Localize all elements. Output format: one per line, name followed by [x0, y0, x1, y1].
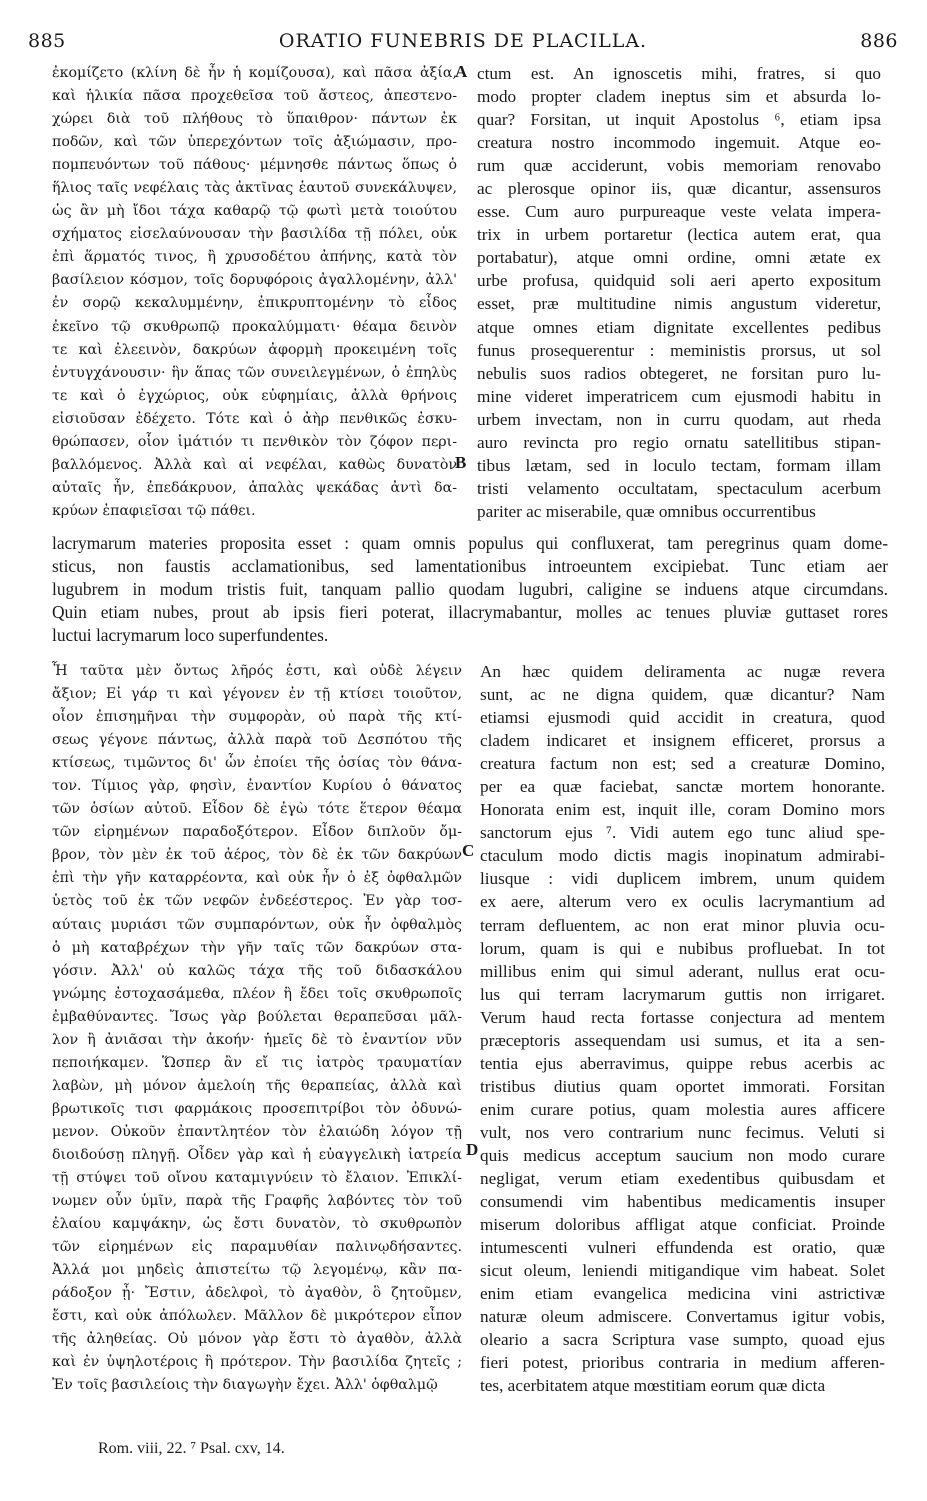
greek-column-bottom: [52, 660, 462, 1398]
text-line: mine videret imperatricem cum ejusmodi habitu in: [477, 386, 881, 406]
text-line: lorum, quam is qui e nubibus profluebat. In tot: [480, 938, 885, 958]
text-line: βρον, τὸν μὲν ἐκ τοῦ ἀέρος, τὸν δὲ ἐκ τῶν δακρύων: [52, 847, 462, 864]
text-line: ἄξιον; Εἰ γάρ τι καὶ γέγονεν ἐν τῇ κτίσει τοιοῦτον,: [52, 686, 462, 703]
text-line: cladem indicaret et insignem efficeret, prorsus a: [480, 731, 885, 751]
text-line: τῶν εἰρημένων εἰς παραμυθίαν παλινῳδήσαντες.: [52, 1239, 462, 1256]
text-line: κρύων ἐπαφιεῖσαι τῷ πάθει.: [52, 502, 256, 519]
text-line: βασίλειον κόσμον, τοῖς δορυφόροις ἀγαλλομένην, ἀλλ': [52, 272, 457, 289]
text-line: lus qui terram lacrymarum guttis non irrigaret.: [480, 984, 885, 1004]
text-line: οἷον ἐπισημῆναι τὴν συμφορὰν, οὐ παρὰ τῆς κτί-: [52, 709, 462, 726]
text-line: intumescenti vulneri effundenda est oratio, quæ: [480, 1238, 885, 1258]
text-line: etiamsi ejusmodi quid accidit in creatura, quod: [480, 708, 885, 728]
text-line: βρωτικοῖς τισι φαρμάκοις προσεπιτρίβοι τὸν ὀδυνώ-: [52, 1100, 462, 1117]
text-line: ἐν σορῷ κεκαλυμμένην, ἐπικρυπτομένην τὸ εἶδος: [52, 295, 457, 312]
text-line: τον. Τίμιος γὰρ, φησὶν, ἐναντίον Κυρίου ὁ θάνατος: [52, 778, 462, 795]
text-line: sicut oleum, leniendi mitigandique vim habeat. Solet: [480, 1261, 885, 1281]
text-line: per ea quæ faciebat, sanctæ mortem honorante.: [480, 777, 885, 797]
footnote: Rom. viii, 22. ⁷ Psal. cxv, 14.: [98, 1440, 285, 1457]
text-line: ctaculum modo dictis magis inopinatum admirabi-: [480, 846, 885, 866]
text-line: ποδῶν, καὶ τῶν ὑπερεχόντων τοῖς ἀξιώμασιν, προ-: [52, 134, 457, 151]
text-line: ἐμβαθύναντες. Ἴσως γὰρ βούλεται θεραπεῦσαι μᾶλ-: [52, 1008, 462, 1025]
text-line: τε καὶ ἐλεεινὸν, δακρύων ἀφορμὴ προκειμένη τοῖς: [52, 341, 457, 358]
section-marker-a: A: [455, 62, 468, 81]
page-number-left: 885: [28, 30, 66, 52]
text-line: τῶν εἰρημένων παραδοξότερον. Εἶδον διπλοῦν ὄμ-: [52, 824, 462, 841]
text-line: sticus, non faustis acclamationibus, sed lamentationibus introeuntem excipiebat. Tunc etiam aer: [52, 556, 888, 576]
text-line: Quin etiam nubes, prout ab ipsis fieri poterat, illacrymabantur, molles ac tenues pluviæ guttaset rores: [52, 602, 888, 622]
text-line: oleario a sacra Scriptura vase sumpto, quoad ejus: [480, 1330, 885, 1350]
text-line: enim curare potius, quam molestia aures afficere: [480, 1099, 885, 1119]
text-line: quar? Forsitan, ut inquit Apostolus ⁶, etiam ipsa: [477, 110, 881, 130]
text-line: λον ἢ ἀνιᾶσαι τὴν ἀκοήν· ἡμεῖς δὲ τὸ ἐναντίον νῦν: [52, 1031, 462, 1048]
text-line: ἐλαίου καμψάκην, ὡς ἔστι δυνατὸν, τὸ σκυθρωπὸν: [52, 1216, 462, 1233]
latin-full-width-paragraph: [52, 532, 888, 647]
page-number-right: 886: [860, 30, 898, 52]
text-line: ἐντυγχάνουσιν· ἣν ἅπας τῶν συνειλεγμένων, ὁ ἐπηλὺς: [52, 364, 457, 381]
text-line: naturæ oleum admiscere. Convertamus igitur vobis,: [480, 1307, 885, 1327]
text-line: καὶ ἡλικία πᾶσα προχεθεῖσα τοῦ ἄστεος, ἀπεστενο-: [52, 88, 457, 105]
text-line: μενον. Οὐκοῦν ἐπαντλητέον τὸν ἐλαιώδη λόγον τῇ: [52, 1123, 462, 1140]
text-line: χώρει διὰ τοῦ πλήθους τὸ ὕπαιθρον· πάντων ἐκ: [52, 111, 457, 128]
text-line: τε καὶ ὁ ἐγχώριος, οὐκ εὐφημίαις, ἀλλὰ θρήνοις: [52, 387, 457, 404]
text-line: ac plerosque opinor iis, quæ dicantur, assensuros: [477, 179, 881, 199]
latin-column-top: [477, 62, 881, 523]
text-line: terram defluentem, ac non erat minor pluvia ocu-: [480, 915, 885, 935]
text-line: ἥλιος ταῖς νεφέλαις τὰς ἀκτῖνας ἑαυτοῦ συνεκάλυψεν,: [52, 180, 457, 197]
text-line: ράδοξον ᾖ· Ἔστιν, ἀδελφοὶ, τὸ ἀγαθὸν, ὃ ζητοῦμεν,: [52, 1285, 462, 1302]
text-line: αύταις μυριάσι τῶν συμπαρόντων, οὐκ ἦν ὀφθαλμὸς: [52, 916, 462, 933]
text-line: ἐπὶ τὴν γῆν καταρρέοντα, καὶ οὐκ ἦν ὁ ἐξ ὀφθαλμῶν: [52, 870, 462, 887]
text-line: auro revincta pro regio ornatu satellitibus stipan-: [477, 432, 881, 452]
text-line: ὡς ἂν μὴ ἴδοι τάχα καθαρῷ τῷ φωτὶ μετὰ τοιούτου: [52, 203, 457, 220]
text-line: fieri potest, prioribus contraria in medium afferen-: [480, 1353, 885, 1373]
page-title: ORATIO FUNEBRIS DE PLACILLA.: [278, 30, 648, 52]
text-line: An hæc quidem deliramenta ac nugæ revera: [480, 662, 885, 681]
text-line: Verum haud recta fortasse conjectura ad mentem: [480, 1007, 885, 1027]
text-line: liusque : vidi duplicem imbrem, unum quidem: [480, 869, 885, 889]
text-line: Ἐν τοῖς βασιλείοις τὴν διαγωγὴν ἔχει. Ἀλλ' ὀφθαλμῷ: [52, 1377, 438, 1394]
text-line: ctum est. An ignoscetis mihi, fratres, si quo: [477, 64, 881, 83]
text-line: atque omnes etiam dignitate excellentes pedibus: [477, 317, 881, 337]
text-line: καὶ ἐν ὑψηλοτέροις ἢ πρότερον. Τὴν βασιλίδα ζητεῖς ;: [52, 1354, 462, 1371]
text-line: Ἦ ταῦτα μὲν ὄντως λῆρός ἐστι, καὶ οὐδὲ λέγειν: [52, 663, 462, 679]
text-line: ἐκεῖνο τῷ σκυθρωπῷ προκαλύμματι· θέαμα δεινὸν: [52, 318, 457, 335]
text-line: Ἀλλά μοι μηδεὶς ἀπιστείτω τῷ λεγομένῳ, κἂν πα-: [52, 1262, 462, 1279]
text-line: tibus lætam, sed in loculo tectam, formam illam: [477, 455, 881, 475]
text-line: κτίσεως, τιμῶντος δι' ὧν ἐποίει τῆς ὁσίας τὸν θάνα-: [52, 755, 462, 772]
text-line: consumendi vim habentibus medicamentis insuper: [480, 1192, 885, 1212]
text-line: tristibus diutius quam oportet immorati. Forsitan: [480, 1076, 885, 1096]
text-line: διοιδούσῃ πληγῇ. Οἶδεν γὰρ καὶ ἡ εὐαγγελικὴ ἰατρεία: [52, 1146, 462, 1163]
text-line: sanctorum ejus ⁷. Vidi autem ego tunc aliud spe-: [480, 823, 885, 843]
text-line: modo propter cladem ineptus sim et absurda lo-: [477, 87, 881, 107]
text-line: præceptoris assequendam usi sumus, et ita a sen-: [480, 1030, 885, 1050]
text-line: millibus enim qui simul aderant, nullus erat ocu-: [480, 961, 885, 981]
text-line: ἔστι, καὶ οὐκ ἀπόλωλεν. Μᾶλλον δὲ μικρότερον εἶπον: [52, 1308, 462, 1325]
text-line: urbe profusa, quidquid soli aeri aperto expositum: [477, 271, 881, 291]
page-header: [28, 30, 898, 58]
text-line: ἐπὶ ἅρματός τινος, ἢ χρυσοδέτου ἀπήνης, κατὰ τὸν: [52, 249, 457, 266]
text-line: σχήματος εἰσελαύνουσαν τὴν βασιλίδα τῇ πόλει, οὐκ: [52, 226, 457, 243]
text-line: Honorata enim est, inquit ille, coram Domino mors: [480, 800, 885, 820]
text-line: urbem invectam, non in curru quodam, aut rheda: [477, 409, 881, 429]
text-line: lugubrem in modum tristis fuit, tanquam pallio quodam lugubri, caligine se induens atque circumdans.: [52, 579, 888, 599]
text-line: πομπευόντων τοῦ πάθους· μέμνησθε πάντως ὅπως ὁ: [52, 157, 457, 174]
text-line: θρώπασεν, οἷον ἱμάτιόν τι πενθικὸν τὸν ζόφον περι-: [52, 433, 457, 450]
text-line: rum quæ acciderunt, vobis memoriam renovabo: [477, 156, 881, 176]
text-line: nebulis suos radios obtegeret, ne forsitan puro lu-: [477, 363, 881, 383]
text-line: πεποιήκαμεν. Ὥσπερ ἂν εἴ τις ἰατρὸς τραυματίαν: [52, 1054, 462, 1071]
text-line: creatura nostro incommodo ingemuit. Atque eo-: [477, 133, 881, 153]
text-line: tristi velamento occultatam, spectaculum acerbum: [477, 478, 881, 498]
text-line: ὑετὸς τοῦ ἐκ τῶν νεφῶν ἐνδεέστερος. Ἐν γὰρ τοσ-: [52, 893, 462, 910]
text-line: τῶν ὁσίων αὐτοῦ. Εἶδον δὲ ἐγὼ τότε ἕτερον θέαμα: [52, 801, 462, 818]
text-line: sunt, ac ne digna quidem, quæ dicantur? Nam: [480, 685, 885, 705]
text-line: portabatur), atque omni ordine, omni ætate ex: [477, 248, 881, 268]
text-line: γνώμης ἐστοχασάμεθα, πλέον ἢ ἔδει τοῖς σκυθρωποῖς: [52, 985, 462, 1002]
text-line: tentia ejus aberravimus, quippe rebus acerbis ac: [480, 1053, 885, 1073]
text-line: νωμεν οὖν ὑμῖν, παρὰ τῆς Γραφῆς λαβόντες τὸν τοῦ: [52, 1193, 462, 1210]
text-line: τῆς ἀληθείας. Οὐ μόνον γὰρ ἔστι τὸ ἀγαθὸν, ἀλλὰ: [52, 1331, 462, 1348]
text-line: ἐκομίζετο (κλίνη δὲ ἦν ἡ κομίζουσα), καὶ πᾶσα ἀξία,: [52, 65, 457, 81]
text-line: enim etiam evangelica medicina vini astrictivæ: [480, 1284, 885, 1304]
text-line: esset, præ multitudine nimis angustum videretur,: [477, 294, 881, 314]
text-line: quis medicus acceptum saucium non modo curare: [480, 1145, 885, 1165]
text-line: tes, acerbitatem atque mœstitiam eorum quæ dicta: [480, 1376, 826, 1396]
text-line: creatura factum non est; sed a creaturæ Domino,: [480, 754, 885, 774]
text-line: ex aere, alterum vero ex oculis lacrymantium ad: [480, 892, 885, 912]
text-line: vult, nos vero contrarium nunc fecimus. Veluti si: [480, 1122, 885, 1142]
text-line: εἰσιοῦσαν ἐδέχετο. Τότε καὶ ὁ ἀὴρ πενθικῶς ἐσκυ-: [52, 410, 457, 427]
text-line: βαλλόμενος. Ἀλλὰ καὶ αἱ νεφέλαι, καθὼς δυνατὸν: [52, 456, 457, 473]
text-line: ὁ μὴ καταβρέχων τὴν γῆν ταῖς τῶν δακρύων στα-: [52, 939, 462, 956]
text-line: luctui lacrymarum loco superfundentes.: [52, 625, 329, 645]
text-line: σεως γέγονε πάντως, ἀλλὰ παρὰ τοῦ Δεσπότου τῆς: [52, 732, 462, 749]
section-marker-c: C: [462, 841, 475, 860]
text-line: funus prosequerentur : meministis prorsus, ut sol: [477, 340, 881, 360]
latin-column-bottom: [480, 660, 885, 1398]
section-marker-b: B: [455, 453, 467, 472]
text-line: αὐταῖς ἦν, ἐπεδάκρυον, ἁπαλὰς ψεκάδας ἀντὶ δα-: [52, 479, 457, 496]
text-line: τῇ στύψει τοῦ οἴνου καταμιγνύειν τὸ ἔλαιον. Ἐπικλί-: [52, 1170, 462, 1187]
text-line: γόσιν. Ἀλλ' οὐ καλῶς τάχα τῆς τοῦ διδασκάλου: [52, 962, 462, 979]
section-marker-d: D: [466, 1140, 479, 1159]
text-line: miserum doloribus affligat atque conficiat. Proinde: [480, 1215, 885, 1235]
text-line: esse. Cum auro purpureaque veste velata impera-: [477, 202, 881, 222]
text-line: pariter ac miserabile, quæ omnibus occurrentibus: [477, 501, 816, 521]
text-line: trix in urbem portaretur (lectica autem erat, qua: [477, 225, 881, 245]
greek-column-top: [52, 62, 457, 523]
text-line: λαβὼν, μὴ μόνον ἀμελοίη τῆς θεραπείας, ἀλλὰ καὶ: [52, 1077, 462, 1094]
text-line: negligat, verum etiam exedentibus quibusdam et: [480, 1169, 885, 1189]
text-line: lacrymarum materies proposita esset : quam omnis populus qui confluxerat, tam peregrinus quam dome-: [52, 533, 888, 553]
